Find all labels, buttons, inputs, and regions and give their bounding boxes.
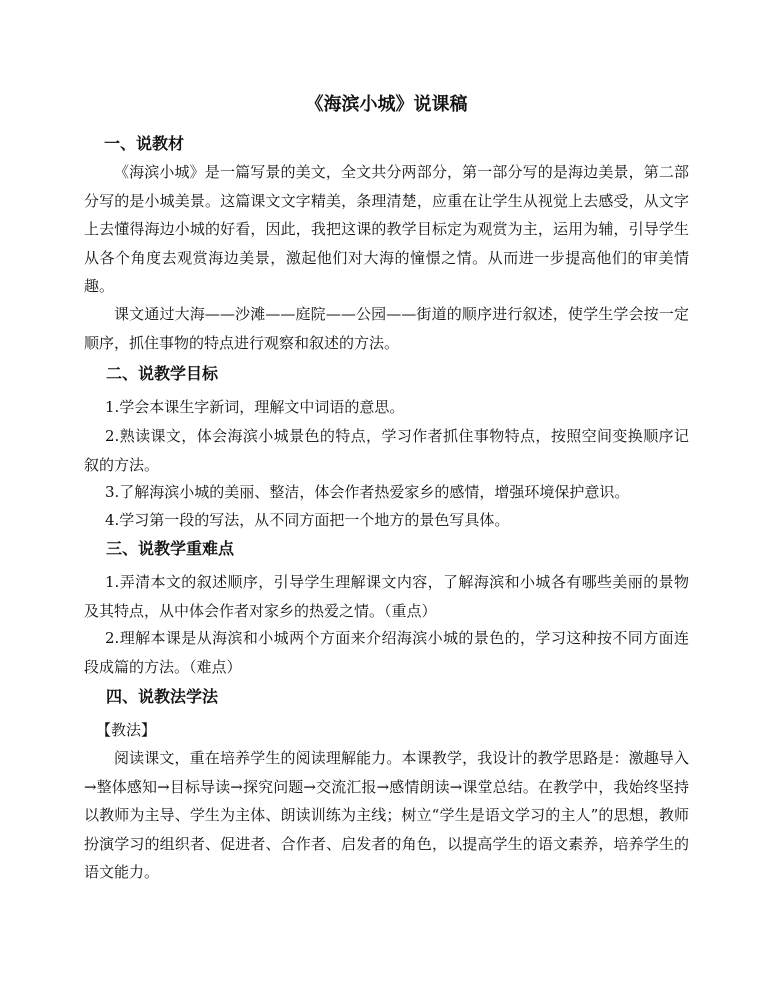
paragraph: 《海滨小城》是一篇写景的美文，全文共分两部分，第一部分写的是海边美景，第二部分写的是小城美景。这篇课文文字精美，条理清楚，应重在让学生从视觉上去感受，从文字上去懂得海边小城的好看，因此，我把这课的教学目标定为观赏为主，运用为辅，引导学生从各个角度去观赏海边美景，激起他们对大海的憧憬之情。从而进一步提高他们的审美情趣。 [84,163,689,295]
section-heading-methods: 四、说教法学法 [106,687,219,706]
paragraph: 1.弄清本文的叙述顺序，引导学生理解课文内容，了解海滨和小城各有哪些美丽的景物及其特点，从中体会作者对家乡的热爱之情。（重点） [84,573,689,620]
paragraph: 阅读课文，重在培养学生的阅读理解能力。本课教学，我设计的教学思路是：激趣导入→整体感知→目标导读→探究问题→交流汇报→感情朗读→课堂总结。在教学中，我始终坚持以教师为主导、学生为主体、朗读训练为主线；树立“学生是语文学习的主人”的思想，教师扮演学习的组织者、促进者、合作者、启发者的角色，以提高学生的语文素养，培养学生的语文能力。 [84,749,689,881]
teaching-method-label: 【教法】 [96,721,157,739]
section-heading-teaching-material: 一、说教材 [104,134,185,153]
document-title: 《海滨小城》说课稿 [305,94,468,115]
paragraph: 课文通过大海——沙滩——庭院——公园——街道的顺序进行叙述，使学生学会按一定顺序，抓住事物的特点进行观察和叙述的方法。 [84,305,689,352]
paragraph: 1.学会本课生字新词，理解文中词语的意思。 [105,398,405,416]
paragraph: 4.学习第一段的写法，从不同方面把一个地方的景色写具体。 [105,511,510,529]
section-heading-key-difficulties: 三、说教学重难点 [106,539,235,558]
paragraph: 2.理解本课是从海滨和小城两个方面来介绍海滨小城的景色的，学习这种按不同方面连段成篇的方法。（难点） [84,629,689,676]
paragraph: 3.了解海滨小城的美丽、整洁，体会作者热爱家乡的感情，增强环境保护意识。 [105,483,630,501]
paragraph: 2.熟读课文，体会海滨小城景色的特点，学习作者抓住事物特点，按照空间变换顺序记叙的方法。 [84,427,689,474]
section-heading-teaching-goals: 二、说教学目标 [106,364,219,383]
